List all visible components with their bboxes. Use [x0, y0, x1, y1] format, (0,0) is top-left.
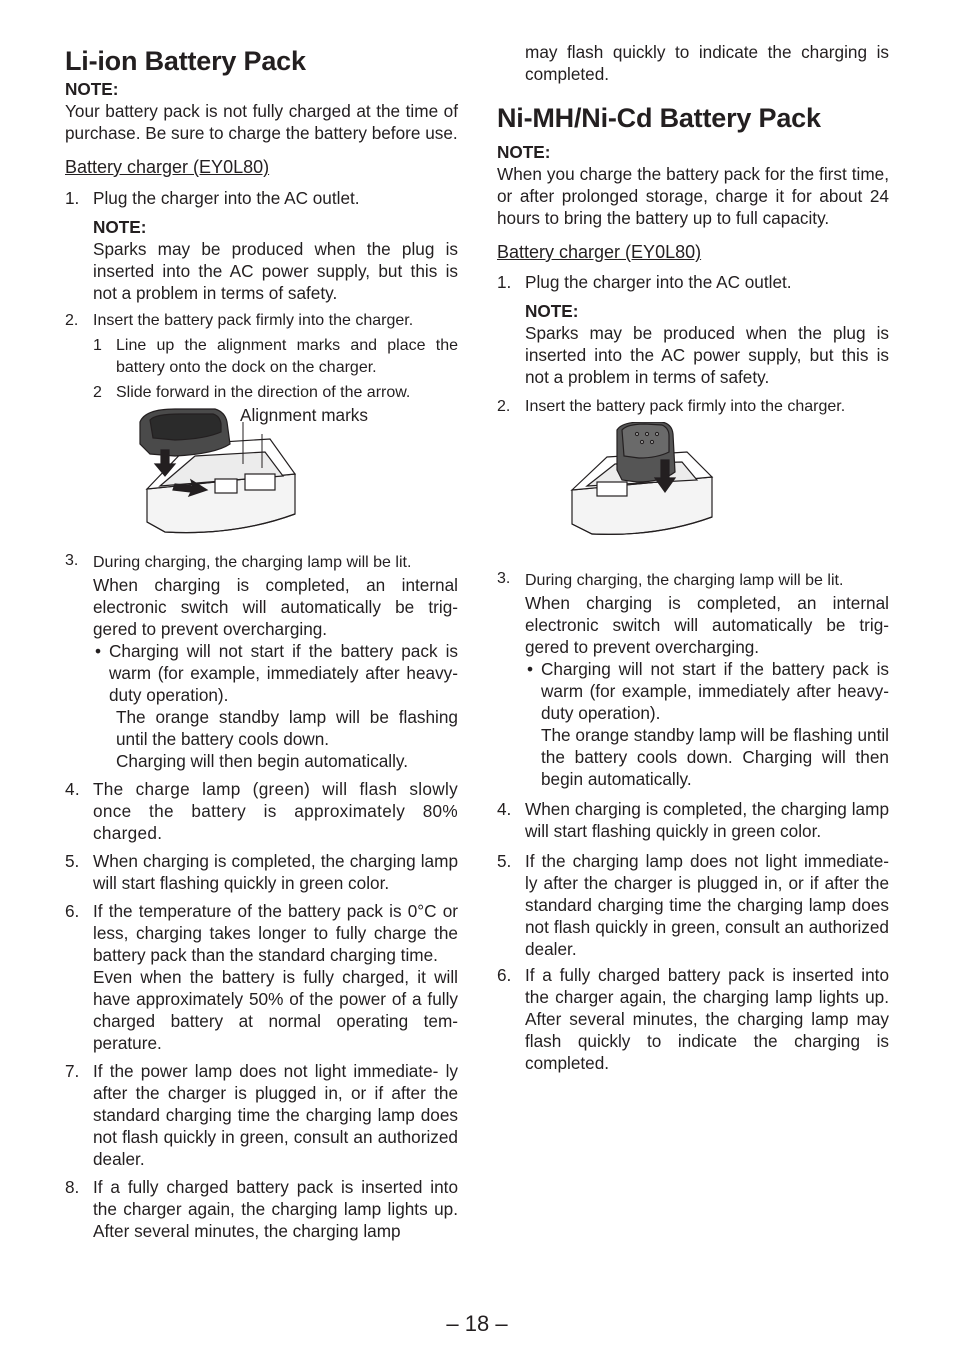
charger-figure-ni-mh [497, 422, 889, 564]
list-item: 5. When charging is completed, the charging lamp will start flashing quickly in green color. [65, 851, 458, 893]
charger-figure-li-ion [65, 404, 458, 548]
note-label: NOTE: [65, 79, 119, 99]
left-column [65, 44, 458, 1242]
note-label: NOTE: [525, 301, 579, 321]
note-label: NOTE: [93, 217, 147, 237]
list-item: 6. If the temperature of the battery pack is 0°C or less, charging takes longer to fully charge the battery pack than the standard charging time. Even when the battery is fully charged, it will have approximately 50% of the power of a fully charged battery at normal operating tem- perature. [65, 901, 458, 1053]
carry-over-text: may flash quickly to indicate the charging is completed. [525, 42, 889, 84]
note-text: Sparks may be produced when the plug is inserted into the AC power supply, but this is not a problem in terms of safety. [93, 239, 458, 303]
charger-heading: Battery charger (EY0L80) [497, 242, 702, 262]
sub-item: 2 Slide forward in the direction of the arrow. [93, 384, 411, 401]
list-item: 1. Plug the charger into the AC outlet. NOTE: Sparks may be produced when the plug is inserted into the AC power supply, but this is not a problem in terms of safety. [497, 272, 889, 387]
item-continuation: When charging is completed, an internal electronic switch will automatically be trig- gered to prevent overcharging. [93, 575, 458, 639]
list-item: 3. During charging, the charging lamp will be lit. When charging is completed, an internal electronic switch will automatically be trig- gered to prevent overcharging. • Charging will not start if the battery pack is warm (for example, immediately after heavy-duty operation). The orange standby lamp will be flashing until the battery cools down. Charging will then begin automatically. [65, 552, 458, 771]
item-continuation: Charging will then begin automatically. [116, 751, 409, 771]
list-item: 6. If a fully charged battery pack is inserted into the charger again, the charging lamp lights up. After several minutes, the charging lamp may flash quickly to indicate the charging is completed. [497, 965, 889, 1073]
bullet-item: • Charging will not start if the battery pack is warm (for example, immediately after heavy-duty operation). [95, 641, 458, 705]
item-continuation: Even when the battery is fully charged, it will have approximately 50% of the power of a fully charged battery at normal operating tem- perature. [93, 967, 458, 1053]
item-continuation: When charging is completed, an internal electronic switch will automatically be trig- gered to prevent overcharging. [525, 593, 889, 657]
item-continuation: The orange standby lamp will be flashing until the battery cools down. Charging will then begin automatically. [541, 725, 889, 789]
list-item: 4. The charge lamp (green) will flash slowly once the battery is approximately 80% charged. [65, 779, 458, 843]
list-item: 7. If the power lamp does not light immediate- ly after the charger is plugged in, or if after the standard charging time the charging lamp does not flash quickly in green, consult an authorized dealer. [65, 1061, 458, 1169]
list-item: 5. If the charging lamp does not light immediate- ly after the charger is plugged in, or if after the standard charging time the charging lamp does not flash quickly in green, consult an authorized dealer. [497, 851, 889, 959]
figure-label: Alignment marks [240, 405, 368, 425]
list-item: 3. During charging, the charging lamp will be lit. When charging is completed, an internal electronic switch will automatically be trig- gered to prevent overcharging. • Charging will not start if the battery pack is warm (for example, immediately after heavy-duty operation). The orange standby lamp will be flashing until the battery cools down. Charging will then begin automatically. [497, 570, 889, 789]
note-text: Sparks may be produced when the plug is inserted into the AC power supply, but this is not a problem in terms of safety. [525, 323, 889, 387]
item-continuation: The orange standby lamp will be flashing until the battery cools down. [116, 707, 458, 749]
right-column [497, 41, 889, 1074]
li-ion-title: Li-ion Battery Pack [65, 46, 306, 76]
ni-mh-title: Ni-MH/Ni-Cd Battery Pack [497, 103, 821, 133]
list-item: 4. When charging is completed, the charging lamp will start flashing quickly in green color. [497, 799, 889, 841]
list-item: 1. Plug the charger into the AC outlet. NOTE: Sparks may be produced when the plug is inserted into the AC power supply, but this is not a problem in terms of safety. [65, 188, 458, 303]
sub-item: 1 Line up the alignment marks and place the battery onto the dock on the charger. [93, 337, 458, 376]
list-item: 2. Insert the battery pack firmly into the charger. [497, 398, 846, 415]
bullet-item: • Charging will not start if the battery pack is warm (for example, immediately after heavy-duty operation). [527, 659, 889, 723]
list-item: 8. If a fully charged battery pack is inserted into the charger again, the charging lamp lights up. After several minutes, the charging lamp [65, 1177, 458, 1241]
charger-heading: Battery charger (EY0L80) [65, 157, 270, 177]
list-item: 2. Insert the battery pack firmly into the charger. 1 Line up the alignment marks and place the battery onto the dock on the charger. 2 Slide forward in the direction of the arrow. [65, 310, 458, 404]
page-number: – 18 – [446, 1311, 508, 1336]
note-text: Your battery pack is not fully charged at the time of purchase. Be sure to charge the battery before use. [65, 101, 458, 143]
note-text: When you charge the battery pack for the first time, or after prolonged storage, charge it for about 24 hours to bring the battery up to full capacity. [497, 164, 889, 228]
charger-illustration [497, 422, 889, 564]
note-label: NOTE: [497, 142, 551, 162]
